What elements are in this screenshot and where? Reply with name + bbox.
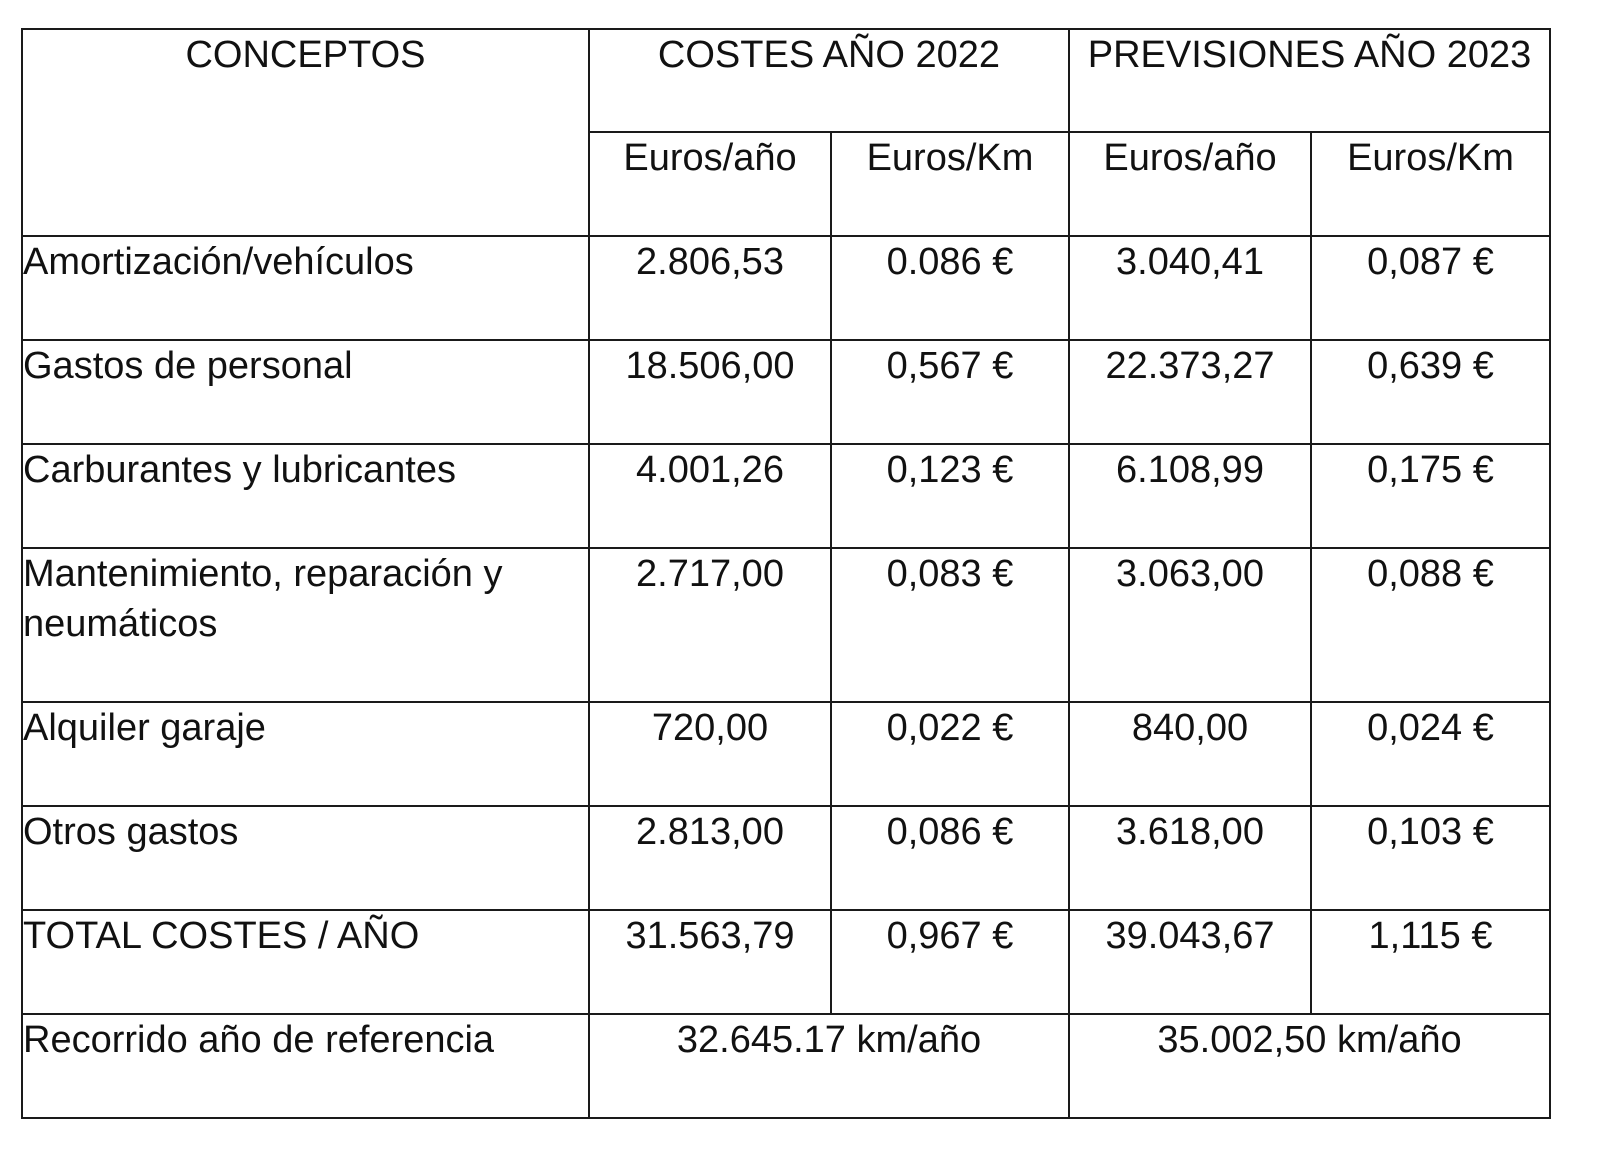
forecast-2023-km-cell: 0,103 € [1311, 806, 1550, 910]
header-conceptos: CONCEPTOS [22, 29, 589, 236]
subheader-euros-km-2023: Euros/Km [1311, 132, 1550, 236]
total-label: TOTAL COSTES / AÑO [22, 910, 589, 1014]
cost-2022-km-cell: 0,083 € [831, 548, 1069, 702]
forecast-2023-year-cell: 6.108,99 [1069, 444, 1311, 548]
table-row [22, 702, 1550, 806]
total-2022-km-cell: 0,967 € [831, 910, 1069, 1014]
concept-cell: Alquiler garaje [22, 702, 589, 806]
concept-cell: Carburantes y lubricantes [22, 444, 589, 548]
forecast-2023-year-cell: 3.618,00 [1069, 806, 1311, 910]
total-row [22, 910, 1550, 1014]
costs-table [21, 28, 1551, 1119]
forecast-2023-km-cell: 0,024 € [1311, 702, 1550, 806]
cost-2022-km-cell: 0,123 € [831, 444, 1069, 548]
concept-cell: Gastos de personal [22, 340, 589, 444]
cost-2022-km-cell: 0,567 € [831, 340, 1069, 444]
forecast-2023-year-cell: 3.063,00 [1069, 548, 1311, 702]
cost-2022-year-cell: 4.001,26 [589, 444, 831, 548]
table-row [22, 548, 1550, 702]
forecast-2023-year-cell: 22.373,27 [1069, 340, 1311, 444]
cost-2022-year-cell: 2.813,00 [589, 806, 831, 910]
header-previsiones-2023: PREVISIONES AÑO 2023 [1069, 29, 1550, 132]
forecast-2023-km-cell: 0,639 € [1311, 340, 1550, 444]
cost-2022-km-cell: 0,022 € [831, 702, 1069, 806]
table-row [22, 236, 1550, 340]
total-2023-year-cell: 39.043,67 [1069, 910, 1311, 1014]
total-2022-year-cell: 31.563,79 [589, 910, 831, 1014]
concept-cell: Otros gastos [22, 806, 589, 910]
table-row [22, 806, 1550, 910]
forecast-2023-km-cell: 0,087 € [1311, 236, 1550, 340]
forecast-2023-year-cell: 3.040,41 [1069, 236, 1311, 340]
recorrido-2023-cell: 35.002,50 km/año [1069, 1014, 1550, 1118]
total-2023-km-cell: 1,115 € [1311, 910, 1550, 1014]
forecast-2023-km-cell: 0,175 € [1311, 444, 1550, 548]
cost-2022-year-cell: 2.717,00 [589, 548, 831, 702]
forecast-2023-year-cell: 840,00 [1069, 702, 1311, 806]
subheader-euros-ano-2023: Euros/año [1069, 132, 1311, 236]
forecast-2023-km-cell: 0,088 € [1311, 548, 1550, 702]
header-row [22, 29, 1550, 132]
cost-2022-year-cell: 2.806,53 [589, 236, 831, 340]
header-costes-2022: COSTES AÑO 2022 [589, 29, 1069, 132]
recorrido-row [22, 1014, 1550, 1118]
concept-cell: Amortización/vehículos [22, 236, 589, 340]
recorrido-2022-cell: 32.645.17 km/año [589, 1014, 1069, 1118]
subheader-euros-km-2022: Euros/Km [831, 132, 1069, 236]
subheader-euros-ano-2022: Euros/año [589, 132, 831, 236]
concept-cell: Mantenimiento, reparación y neumáticos [22, 548, 589, 702]
table-row [22, 444, 1550, 548]
cost-2022-km-cell: 0,086 € [831, 806, 1069, 910]
cost-2022-km-cell: 0.086 € [831, 236, 1069, 340]
table-row [22, 340, 1550, 444]
cost-2022-year-cell: 720,00 [589, 702, 831, 806]
cost-2022-year-cell: 18.506,00 [589, 340, 831, 444]
recorrido-label: Recorrido año de referencia [22, 1014, 589, 1118]
